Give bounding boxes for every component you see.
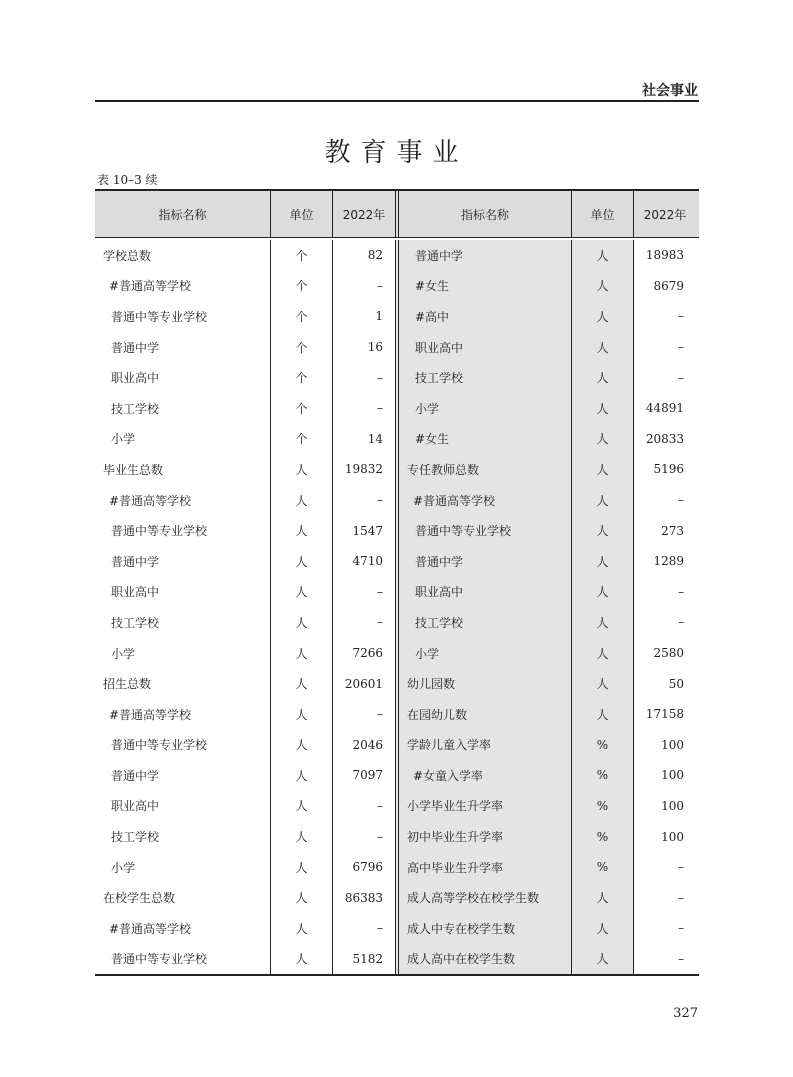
indicator-name-right: 学龄儿童入学率 [395, 730, 571, 761]
indicator-name-left: 技工学校 [111, 615, 160, 630]
table-row [95, 546, 699, 577]
unit-right: % [571, 852, 633, 883]
unit-left: 人 [270, 944, 332, 975]
unit-right: 人 [571, 882, 633, 913]
indicator-name-left: 普通中等专业学校 [111, 524, 208, 539]
unit-left: 人 [270, 882, 332, 913]
table-row [95, 852, 699, 883]
table-row [95, 332, 699, 363]
unit-left: 人 [270, 699, 332, 730]
unit-left: 人 [270, 607, 332, 638]
unit-right: 人 [571, 913, 633, 944]
value-left: 4710 [332, 546, 395, 577]
unit-left: 人 [270, 546, 332, 577]
indicator-name-left: 招生总数 [103, 677, 152, 692]
table-row [95, 638, 699, 669]
value-right: 100 [633, 821, 696, 852]
table-row [95, 821, 699, 852]
header-year-left: 2022年 [332, 191, 395, 237]
table-row [95, 791, 699, 822]
value-right: – [633, 607, 696, 638]
value-left: – [332, 791, 395, 822]
indicator-name-right: #女生 [395, 271, 571, 302]
indicator-name-right: 成人高中在校学生数 [395, 944, 571, 975]
value-right: 2580 [633, 638, 696, 669]
unit-left: 人 [270, 485, 332, 516]
unit-right: 人 [571, 944, 633, 975]
value-left: 2046 [332, 730, 395, 761]
indicator-name-left: 职业高中 [111, 585, 160, 600]
header-indicator-name-right: 指标名称 [395, 191, 571, 237]
table-row [95, 240, 699, 271]
table-row [95, 301, 699, 332]
value-right: 20833 [633, 424, 696, 455]
value-right: 18983 [633, 240, 696, 271]
value-left: 1547 [332, 515, 395, 546]
table-row [95, 393, 699, 424]
value-right: 1289 [633, 546, 696, 577]
table-row [95, 454, 699, 485]
value-right: – [633, 882, 696, 913]
unit-right: % [571, 791, 633, 822]
value-left: – [332, 577, 395, 608]
value-right: 273 [633, 515, 696, 546]
indicator-name-left: 技工学校 [111, 401, 160, 416]
table-row [95, 760, 699, 791]
indicator-name-right: 幼儿园数 [395, 668, 571, 699]
value-left: 1 [332, 301, 395, 332]
unit-right: 人 [571, 424, 633, 455]
unit-right: 人 [571, 301, 633, 332]
value-left: 14 [332, 424, 395, 455]
unit-right: 人 [571, 699, 633, 730]
indicator-name-left: 普通中学 [111, 768, 160, 783]
indicator-name-right: 普通中等专业学校 [395, 515, 571, 546]
unit-right: 人 [571, 362, 633, 393]
page-title: 教育事业 [324, 138, 469, 168]
indicator-name-right: #普通高等学校 [395, 485, 571, 516]
table-row [95, 362, 699, 393]
indicator-name-left: #普通高等学校 [109, 707, 192, 722]
indicator-name-left: 普通中等专业学校 [111, 309, 208, 324]
indicator-name-left: 职业高中 [111, 371, 160, 386]
unit-right: 人 [571, 271, 633, 302]
value-left: – [332, 485, 395, 516]
unit-left: 人 [270, 760, 332, 791]
value-right: 100 [633, 730, 696, 761]
unit-left: 人 [270, 730, 332, 761]
value-right: – [633, 852, 696, 883]
indicator-name-right: 成人高等学校在校学生数 [395, 882, 571, 913]
header-indicator-name-left: 指标名称 [158, 207, 207, 222]
value-right: – [633, 577, 696, 608]
unit-left: 人 [270, 821, 332, 852]
indicator-name-right: 普通中学 [395, 546, 571, 577]
table-row [95, 485, 699, 516]
indicator-name-left: #普通高等学校 [109, 279, 192, 294]
value-right: 100 [633, 791, 696, 822]
header-rule [95, 100, 699, 102]
unit-right: 人 [571, 607, 633, 638]
table-row [95, 944, 699, 975]
table-row [95, 577, 699, 608]
unit-right: % [571, 821, 633, 852]
header-unit-left: 单位 [270, 191, 332, 237]
indicator-name-right: 职业高中 [395, 332, 571, 363]
unit-left: 人 [270, 577, 332, 608]
indicator-name-right: #高中 [395, 301, 571, 332]
header-unit-right: 单位 [571, 191, 633, 237]
value-right: – [633, 485, 696, 516]
unit-right: 人 [571, 515, 633, 546]
indicator-name-left: 普通中等专业学校 [111, 738, 208, 753]
value-left: – [332, 607, 395, 638]
table-row [95, 699, 699, 730]
indicator-name-left: #普通高等学校 [109, 921, 192, 936]
indicator-name-left: 普通中学 [111, 340, 160, 355]
indicator-name-right: #女童入学率 [395, 760, 571, 791]
unit-right: 人 [571, 668, 633, 699]
value-left: – [332, 699, 395, 730]
header-year-right: 2022年 [633, 191, 696, 237]
table-row [95, 424, 699, 455]
indicator-name-right: 在园幼儿数 [395, 699, 571, 730]
section-header: 社会事业 [642, 83, 698, 99]
value-left: 19832 [332, 454, 395, 485]
table-row [95, 515, 699, 546]
indicator-name-right: 专任教师总数 [395, 454, 571, 485]
table-row [95, 730, 699, 761]
value-right: – [633, 332, 696, 363]
value-left: – [332, 271, 395, 302]
unit-right: 人 [571, 638, 633, 669]
unit-right: 人 [571, 240, 633, 271]
value-right: 50 [633, 668, 696, 699]
table-row [95, 271, 699, 302]
unit-left: 个 [270, 332, 332, 363]
unit-left: 人 [270, 852, 332, 883]
indicator-name-left: #普通高等学校 [109, 493, 192, 508]
value-left: 6796 [332, 852, 395, 883]
indicator-name-right: 高中毕业生升学率 [395, 852, 571, 883]
indicator-name-left: 技工学校 [111, 830, 160, 845]
table-row [95, 607, 699, 638]
value-left: 5182 [332, 944, 395, 975]
indicator-name-right: 成人中专在校学生数 [395, 913, 571, 944]
value-right: 5196 [633, 454, 696, 485]
value-right: 17158 [633, 699, 696, 730]
unit-left: 人 [270, 515, 332, 546]
page-number: 327 [673, 1006, 698, 1021]
indicator-name-right: 技工学校 [395, 362, 571, 393]
unit-left: 人 [270, 913, 332, 944]
indicator-name-left: 毕业生总数 [103, 462, 164, 477]
unit-right: 人 [571, 546, 633, 577]
indicator-name-right: 初中毕业生升学率 [395, 821, 571, 852]
value-left: 7097 [332, 760, 395, 791]
unit-left: 个 [270, 424, 332, 455]
indicator-name-left: 小学 [111, 860, 136, 875]
unit-right: 人 [571, 454, 633, 485]
table-header-row [95, 191, 699, 238]
table-row [95, 668, 699, 699]
value-left: 20601 [332, 668, 395, 699]
unit-left: 个 [270, 301, 332, 332]
table-body [95, 238, 699, 974]
unit-left: 人 [270, 668, 332, 699]
unit-left: 个 [270, 362, 332, 393]
indicator-name-right: 小学 [395, 393, 571, 424]
indicator-name-right: 小学毕业生升学率 [395, 791, 571, 822]
unit-left: 人 [270, 791, 332, 822]
unit-left: 个 [270, 271, 332, 302]
value-right: 100 [633, 760, 696, 791]
indicator-name-left: 学校总数 [103, 248, 152, 263]
indicator-name-right: #女生 [395, 424, 571, 455]
value-left: 16 [332, 332, 395, 363]
table-caption: 表 10–3 续 [97, 173, 158, 187]
value-left: – [332, 362, 395, 393]
unit-right: % [571, 760, 633, 791]
indicator-name-left: 在校学生总数 [103, 891, 176, 906]
unit-right: % [571, 730, 633, 761]
value-right: – [633, 944, 696, 975]
value-right: 8679 [633, 271, 696, 302]
unit-left: 个 [270, 393, 332, 424]
indicator-name-left: 普通中学 [111, 554, 160, 569]
table-row [95, 882, 699, 913]
unit-left: 人 [270, 638, 332, 669]
indicator-name-left: 职业高中 [111, 799, 160, 814]
indicator-name-left: 小学 [111, 646, 136, 661]
value-right: 44891 [633, 393, 696, 424]
value-left: 7266 [332, 638, 395, 669]
unit-right: 人 [571, 577, 633, 608]
unit-right: 人 [571, 332, 633, 363]
value-right: – [633, 913, 696, 944]
value-left: – [332, 821, 395, 852]
indicator-name-right: 小学 [395, 638, 571, 669]
value-left: 82 [332, 240, 395, 271]
value-left: – [332, 913, 395, 944]
unit-left: 人 [270, 454, 332, 485]
value-left: – [332, 393, 395, 424]
unit-right: 人 [571, 393, 633, 424]
unit-left: 个 [270, 240, 332, 271]
indicator-name-right: 技工学校 [395, 607, 571, 638]
indicator-name-right: 普通中学 [395, 240, 571, 271]
table-row [95, 913, 699, 944]
unit-right: 人 [571, 485, 633, 516]
value-right: – [633, 301, 696, 332]
indicator-name-left: 普通中等专业学校 [111, 952, 208, 967]
value-right: – [633, 362, 696, 393]
data-table [95, 189, 699, 976]
indicator-name-left: 小学 [111, 432, 136, 447]
value-left: 86383 [332, 882, 395, 913]
indicator-name-right: 职业高中 [395, 577, 571, 608]
